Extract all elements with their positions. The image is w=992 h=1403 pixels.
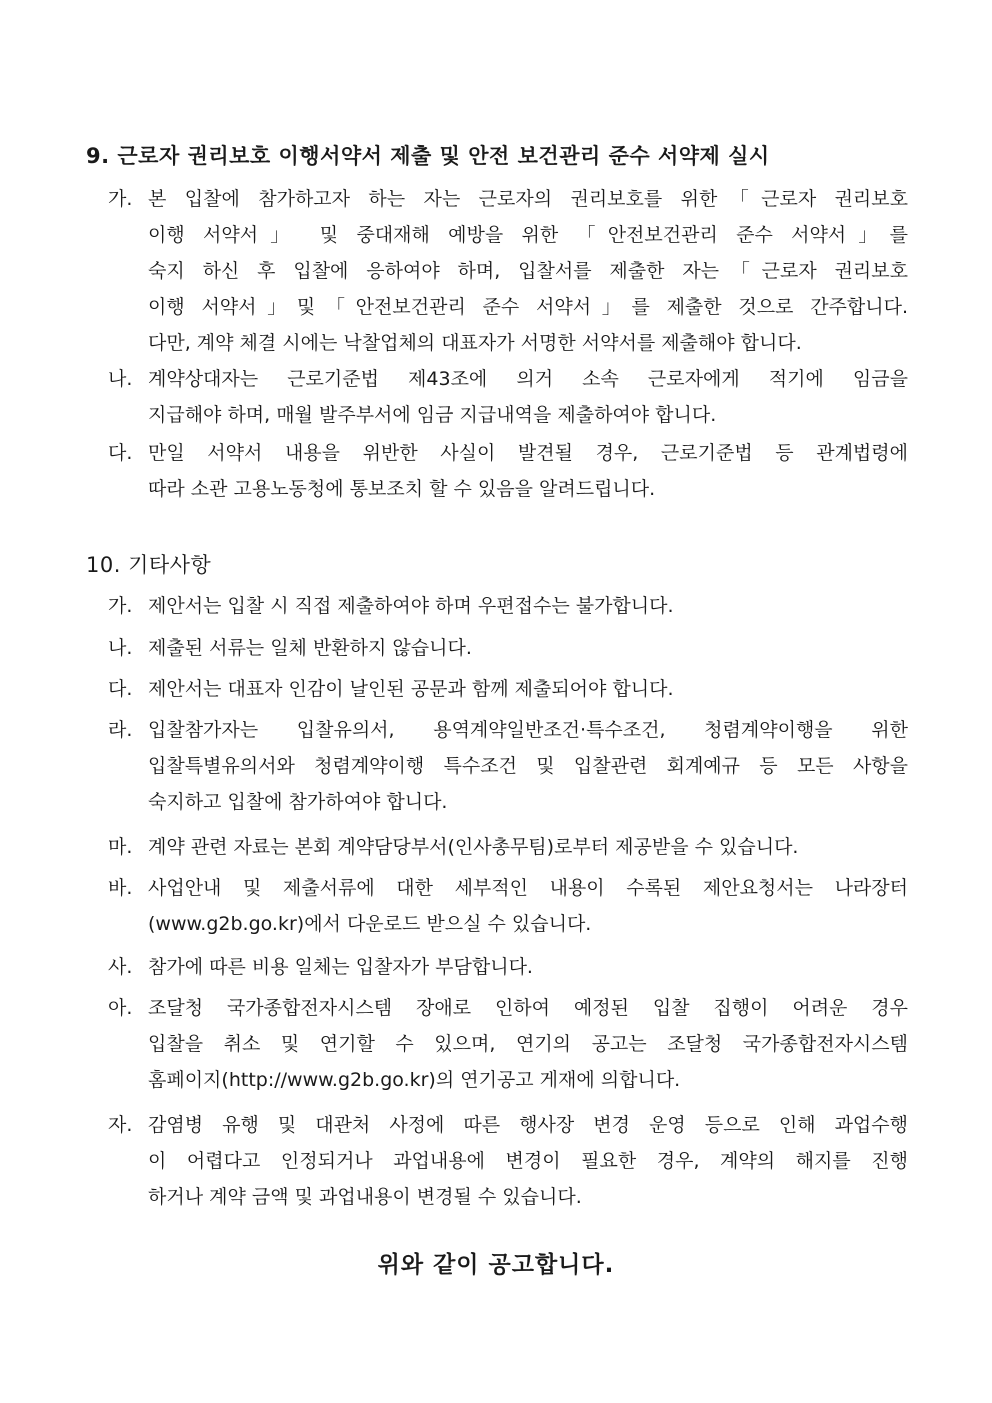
item-line: 조달청 국가종합전자시스템 장애로 인하여 예정된 입찰 집행이 어려운 경우	[148, 997, 908, 1019]
item-line: 홈페이지(http://www.g2b.go.kr)의 연기공고 게재에 의합니다.	[148, 1069, 681, 1091]
item-line: 감염병 유행 및 대관처 사정에 따른 행사장 변경 운영 등으로 인해 과업수행	[148, 1114, 908, 1136]
item-line: 제출된 서류는 일체 반환하지 않습니다.	[148, 637, 472, 659]
section-10-item-ja	[108, 1107, 908, 1215]
section-9-item-na	[108, 361, 908, 433]
item-line: 입찰특별유의서와 청렴계약이행 특수조건 및 입찰관련 회계예규 등 모든 사항을	[148, 755, 908, 777]
item-line: 계약상대자는 근로기준법 제43조에 의거 소속 근로자에게 적기에 임금을	[148, 368, 908, 390]
item-line: 숙지하고 입찰에 참가하여야 합니다.	[148, 791, 448, 813]
closing-statement: 위와 같이 공고합니다.	[377, 1252, 615, 1278]
item-marker: 마.	[108, 836, 133, 858]
item-marker: 다.	[108, 678, 133, 700]
section-10-item-na	[108, 630, 908, 666]
section-10-item-ma	[108, 829, 908, 865]
item-line: 숙지 하신 후 입찰에 응하여야 하며, 입찰서를 제출한 자는「근로자 권리보호	[148, 260, 908, 282]
item-marker: 다.	[108, 442, 133, 464]
item-line: (www.g2b.go.kr)에서 다운로드 받으실 수 있습니다.	[148, 913, 592, 935]
item-line: 입찰을 취소 및 연기할 수 있으며, 연기의 공고는 조달청 국가종합전자시스템	[148, 1033, 908, 1055]
item-marker: 가.	[108, 595, 133, 617]
item-marker: 나.	[108, 637, 133, 659]
section-10-item-ga	[108, 588, 908, 624]
section-10-item-ra	[108, 712, 908, 820]
item-line: 제안서는 대표자 인감이 날인된 공문과 함께 제출되어야 합니다.	[148, 678, 674, 700]
item-marker: 아.	[108, 997, 133, 1019]
item-marker: 라.	[108, 719, 133, 741]
item-line: 참가에 따른 비용 일체는 입찰자가 부담합니다.	[148, 956, 533, 978]
item-line: 다만, 계약 체결 시에는 낙찰업체의 대표자가 서명한 서약서를 제출해야 합니다.	[148, 332, 802, 354]
item-line: 사업안내 및 제출서류에 대한 세부적인 내용이 수록된 제안요청서는 나라장터	[148, 877, 908, 899]
item-line: 본 입찰에 참가하고자 하는 자는 근로자의 권리보호를 위한「근로자 권리보호	[148, 188, 908, 210]
item-line: 제안서는 입찰 시 직접 제출하여야 하며 우편접수는 불가합니다.	[148, 595, 674, 617]
item-marker: 자.	[108, 1114, 133, 1136]
section-10-heading: 10. 기타사항	[86, 553, 212, 577]
item-line: 지급해야 하며, 매월 발주부서에 임금 지급내역을 제출하여야 합니다.	[148, 404, 717, 426]
item-marker: 가.	[108, 188, 133, 210]
item-line: 이행 서약서」및「안전보건관리 준수 서약서」를 제출한 것으로 간주합니다.	[148, 296, 908, 318]
item-line: 입찰참가자는 입찰유의서, 용역계약일반조건·특수조건, 청렴계약이행을 위한	[148, 719, 908, 741]
item-line: 따라 소관 고용노동청에 통보조치 할 수 있음을 알려드립니다.	[148, 478, 656, 500]
section-9-item-ga	[108, 181, 908, 361]
item-marker: 바.	[108, 877, 133, 899]
section-10-item-ba	[108, 870, 908, 942]
item-marker: 사.	[108, 956, 133, 978]
item-marker: 나.	[108, 368, 133, 390]
item-line: 계약 관련 자료는 본회 계약담당부서(인사총무팀)로부터 제공받을 수 있습니다.	[148, 836, 799, 858]
section-10-item-sa	[108, 949, 908, 985]
item-line: 이행 서약서」 및 중대재해 예방을 위한 「안전보건관리 준수 서약서」를	[148, 224, 908, 246]
item-line: 만일 서약서 내용을 위반한 사실이 발견될 경우, 근로기준법 등 관계법령에	[148, 442, 908, 464]
section-9-item-da	[108, 435, 908, 507]
item-line: 하거나 계약 금액 및 과업내용이 변경될 수 있습니다.	[148, 1186, 582, 1208]
section-10-item-da	[108, 671, 908, 707]
item-line: 이 어렵다고 인정되거나 과업내용에 변경이 필요한 경우, 계약의 해지를 진행	[148, 1150, 908, 1172]
section-9-heading: 9. 근로자 권리보호 이행서약서 제출 및 안전 보건관리 준수 서약제 실시	[86, 144, 770, 168]
section-10-item-a	[108, 990, 908, 1098]
